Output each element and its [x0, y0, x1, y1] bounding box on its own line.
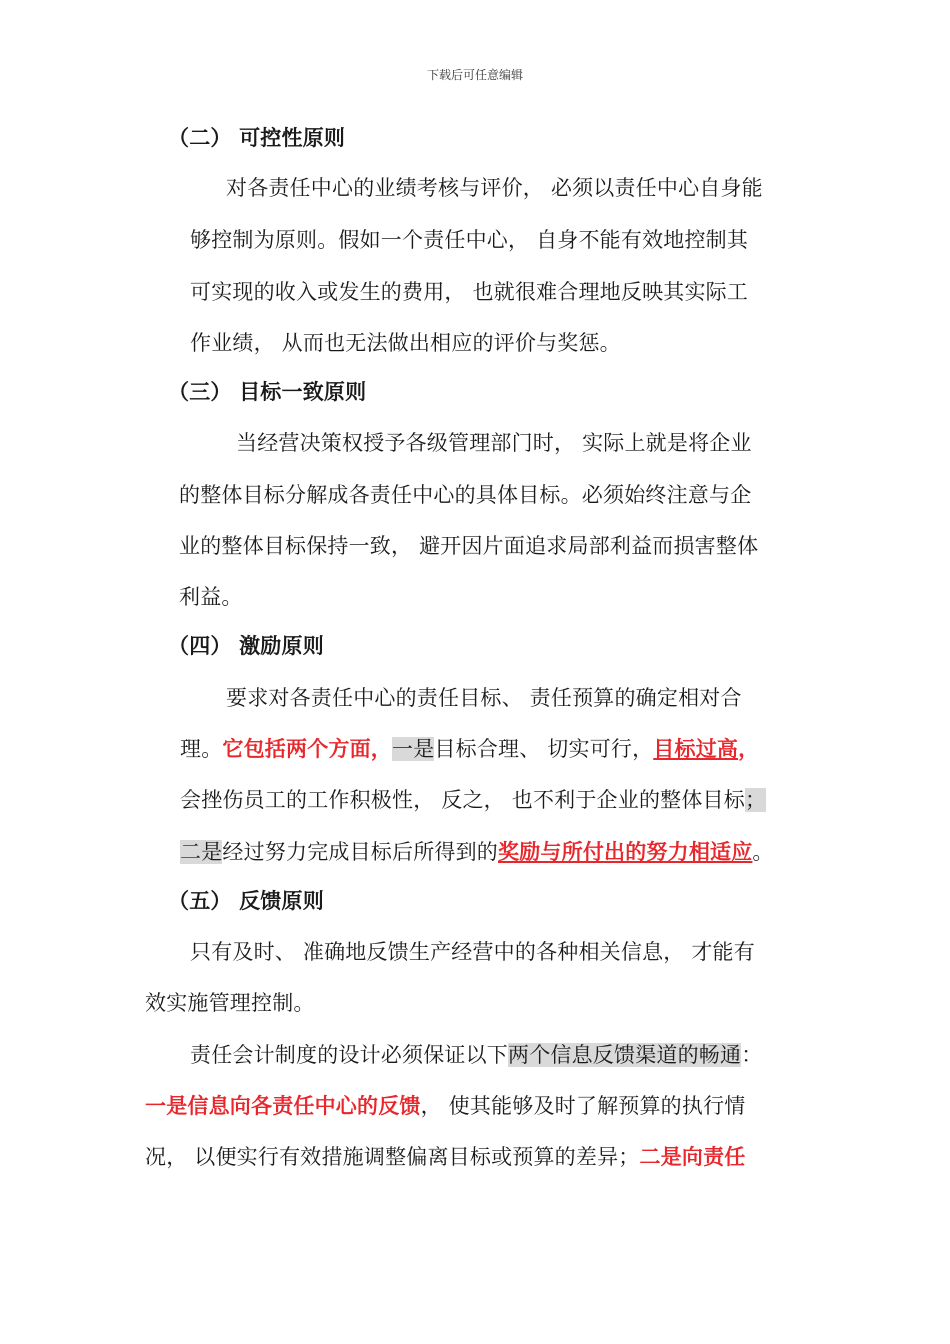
section-heading-goal-congruence: （三） 目标一致原则 — [168, 380, 367, 404]
emphasis-red: 一是信息向各责任中心的反馈 — [145, 1094, 421, 1118]
paragraph-line: 作业绩， 从而也无法做出相应的评价与奖惩。 — [190, 331, 621, 355]
paragraph-line: 要求对各责任中心的责任目标、 责任预算的确定相对合 — [226, 686, 742, 710]
section-heading-controllability: （二） 可控性原则 — [168, 126, 346, 150]
paragraph-line: 可实现的收入或发生的费用， 也就很难合理地反映其实际工 — [190, 280, 749, 304]
section-heading-incentive: （四） 激励原则 — [168, 634, 324, 658]
paragraph-line: 当经营决策权授予各级管理部门时， 实际上就是将企业 — [236, 431, 752, 455]
text-run: ： — [741, 1043, 763, 1067]
text-run: 目标合理、 切实可行， — [434, 737, 654, 761]
paragraph-line — [145, 1143, 745, 1171]
text-run: 责任会计制度的设计必须保证以下 — [190, 1043, 508, 1067]
page-header: 下载后可任意编辑 — [426, 68, 523, 82]
highlighted-text: 二是 — [180, 840, 223, 864]
paragraph-line: 够控制为原则。假如一个责任中心， 自身不能有效地控制其 — [190, 228, 749, 252]
section-heading-feedback: （五） 反馈原则 — [168, 889, 324, 913]
paragraph-line: 效实施管理控制。 — [145, 991, 315, 1015]
highlighted-text: 一是 — [392, 737, 435, 761]
text-run: 理。 — [180, 737, 223, 761]
emphasis-red: 它包括两个方面， — [222, 737, 393, 761]
paragraph-line — [180, 838, 774, 866]
text-run: 会挫伤员工的工作积极性， 反之， 也不利于企业的整体目标 — [180, 788, 745, 812]
paragraph-line: 利益。 — [179, 585, 243, 609]
paragraph-line: 业的整体目标保持一致， 避开因片面追求局部利益而损害整体 — [179, 534, 759, 558]
text-run: 。 — [752, 840, 774, 864]
text-run: 经过努力完成目标后所得到的 — [222, 840, 499, 864]
emphasis-red-underlined: 目标过高 — [653, 737, 739, 761]
text-run: ， 使其能够及时了解预算的执行情 — [420, 1094, 746, 1118]
paragraph-line — [180, 786, 766, 814]
emphasis-red: ， — [738, 737, 760, 761]
paragraph-line — [190, 1041, 762, 1069]
emphasis-red-underlined: 奖励与所付出的努力相适应 — [498, 840, 753, 864]
emphasis-red: 二是向责任 — [639, 1145, 746, 1169]
highlighted-text: 两个信息反馈渠道的畅通 — [508, 1043, 742, 1067]
paragraph-line — [180, 735, 759, 763]
text-run: 况， 以便实行有效措施调整偏离目标或预算的差异； — [145, 1145, 640, 1169]
paragraph-line: 的整体目标分解成各责任中心的具体目标。必须始终注意与企 — [179, 483, 752, 507]
highlighted-text: ； — [744, 788, 767, 812]
paragraph-line — [145, 1092, 745, 1120]
paragraph-line: 只有及时、 准确地反馈生产经营中的各种相关信息， 才能有 — [190, 940, 755, 964]
paragraph-line: 对各责任中心的业绩考核与评价， 必须以责任中心自身能 — [226, 176, 763, 200]
